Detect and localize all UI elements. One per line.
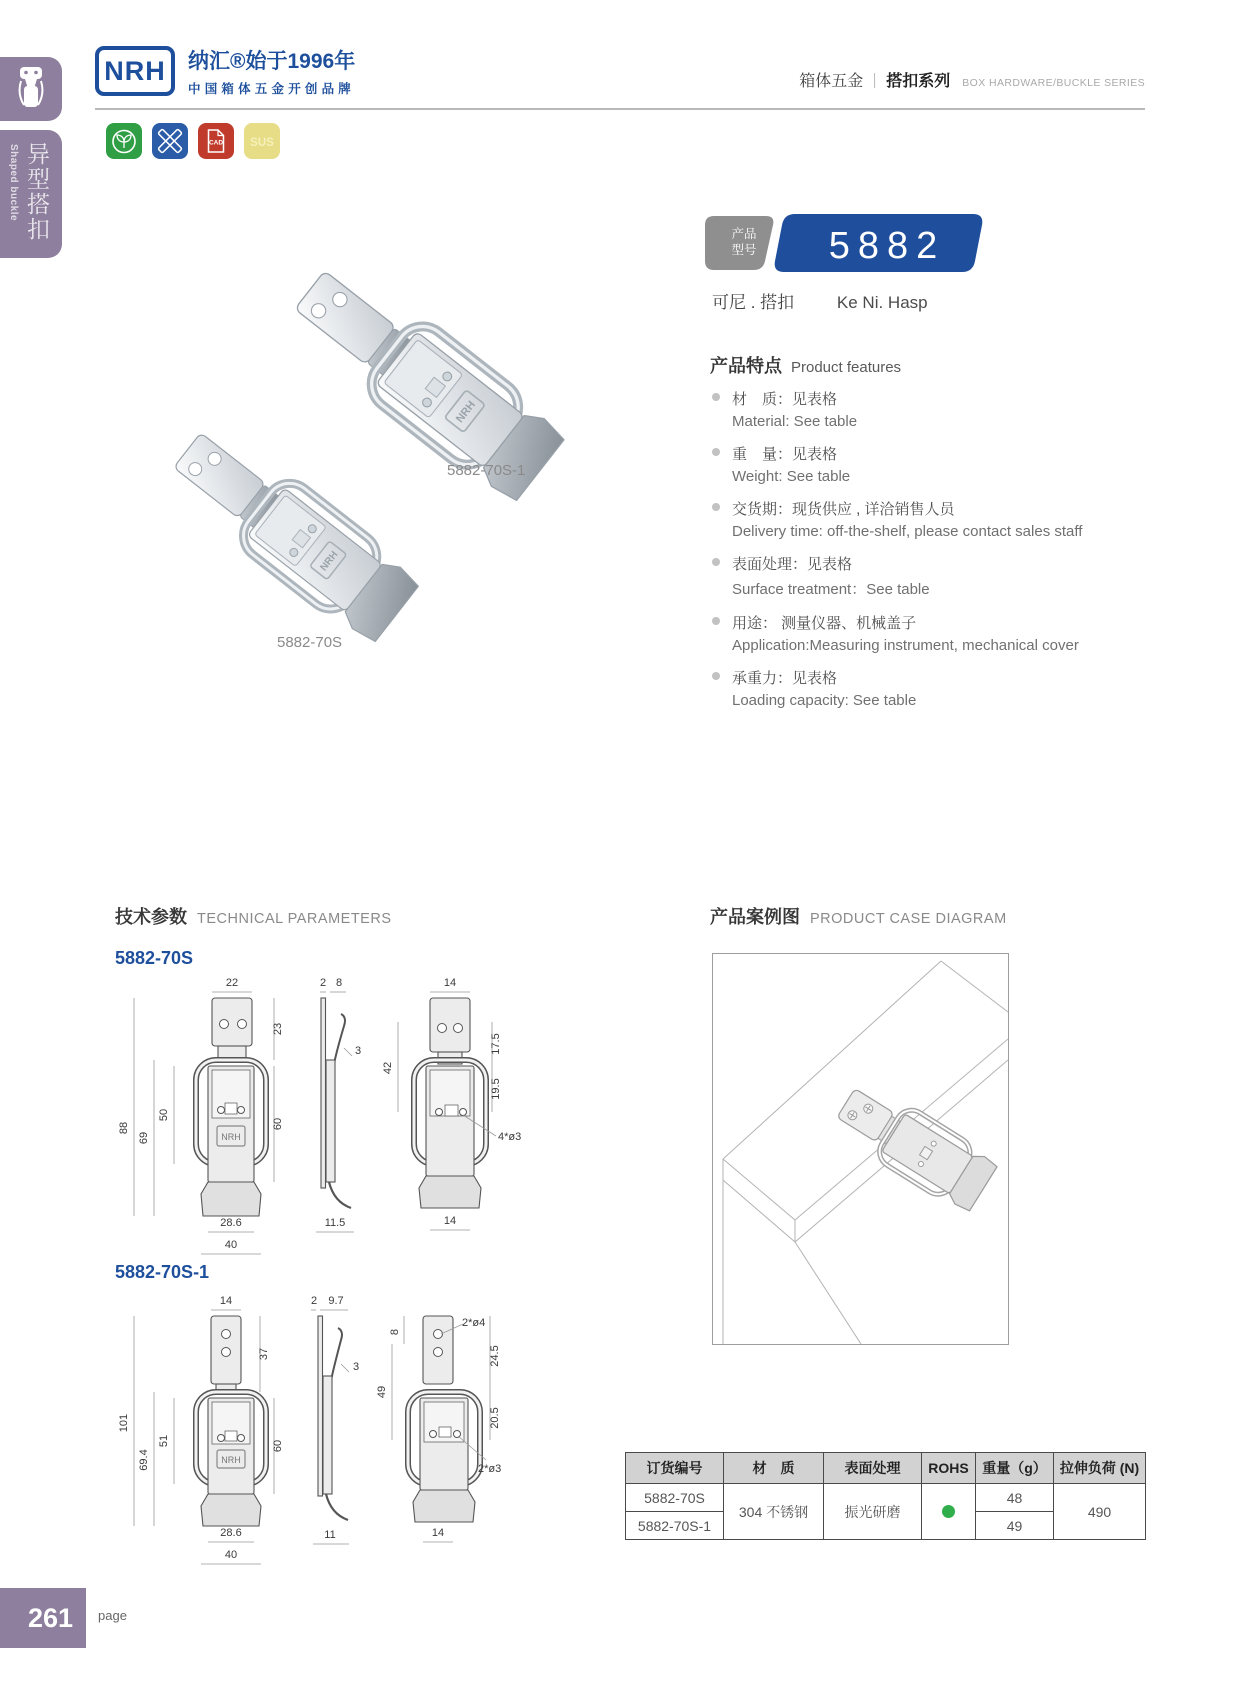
tech-title-en: TECHNICAL PARAMETERS bbox=[197, 911, 392, 927]
sidebar-category-tab[interactable] bbox=[0, 130, 62, 258]
svg-text:40: 40 bbox=[224, 1239, 238, 1251]
technical-drawing-5882-70s-1 bbox=[108, 1288, 538, 1580]
svg-text:CAD: CAD bbox=[208, 139, 224, 147]
design-tools-badge bbox=[152, 123, 188, 159]
svg-text:60: 60 bbox=[272, 1439, 284, 1453]
spec-table bbox=[625, 1452, 1146, 1540]
case-title-cn: 产品案例图 bbox=[710, 907, 800, 927]
photo-label-5882-70s-1: 5882-70S-1 bbox=[447, 462, 526, 479]
col-rohs: ROHS bbox=[922, 1453, 976, 1484]
col-order-no: 订货编号 bbox=[626, 1453, 724, 1484]
svg-text:49: 49 bbox=[376, 1385, 388, 1399]
svg-text:42: 42 bbox=[382, 1061, 394, 1075]
feature-item bbox=[712, 498, 1164, 540]
svg-text:88: 88 bbox=[118, 1121, 130, 1135]
svg-text:40: 40 bbox=[224, 1549, 238, 1561]
certification-badges bbox=[106, 123, 280, 159]
bullet-icon bbox=[712, 393, 720, 401]
order-no-cell: 5882-70S-1 bbox=[626, 1512, 724, 1540]
case-diagram-illustration bbox=[713, 954, 1008, 1344]
brand-logo bbox=[95, 45, 355, 97]
features-title-cn: 产品特点 bbox=[710, 356, 782, 376]
svg-text:19.5: 19.5 bbox=[490, 1078, 502, 1100]
header-divider bbox=[95, 108, 1145, 110]
drawing-model-1: 5882-70S bbox=[115, 948, 194, 968]
case-section-title bbox=[710, 903, 1007, 929]
svg-text:17.5: 17.5 bbox=[490, 1033, 502, 1055]
svg-text:14: 14 bbox=[443, 977, 457, 989]
svg-text:23: 23 bbox=[272, 1022, 284, 1036]
svg-text:24.5: 24.5 bbox=[489, 1345, 501, 1367]
features-title bbox=[710, 352, 901, 378]
product-name-cn: 可尼 . 搭扣 bbox=[712, 293, 795, 312]
sidebar-category-en: Shaped buckle bbox=[8, 144, 19, 222]
series-name-en: BOX HARDWARE/BUCKLE SERIES bbox=[962, 77, 1145, 89]
technical-section-title bbox=[115, 903, 392, 929]
case-title-en: PRODUCT CASE DIAGRAM bbox=[810, 911, 1007, 927]
feature-cn: 材 质：见表格 bbox=[732, 391, 838, 408]
series-name-cn: 搭扣系列 bbox=[886, 73, 951, 90]
feature-en: Delivery time: off-the-shelf, please contact sales staff bbox=[732, 523, 1083, 540]
cad-badge bbox=[198, 123, 234, 159]
svg-text:28.6: 28.6 bbox=[220, 1217, 242, 1229]
col-weight: 重量（g） bbox=[976, 1453, 1054, 1484]
svg-text:NRH: NRH bbox=[221, 1132, 241, 1142]
tensile-cell: 490 bbox=[1054, 1484, 1146, 1540]
model-number-badge bbox=[700, 208, 1000, 283]
bullet-icon bbox=[712, 558, 720, 566]
svg-text:14: 14 bbox=[219, 1295, 233, 1307]
bullet-icon bbox=[712, 672, 720, 680]
svg-text:4*ø3: 4*ø3 bbox=[498, 1131, 522, 1143]
sidebar-category-cn: 异型搭扣 bbox=[24, 142, 50, 242]
drawing-model-2: 5882-70S-1 bbox=[115, 1262, 210, 1282]
sus-label-icon bbox=[244, 123, 280, 159]
features-list bbox=[712, 388, 1164, 722]
series-divider: ｜ bbox=[867, 73, 883, 90]
feature-cn: 承重力：见表格 bbox=[732, 670, 838, 687]
table-row bbox=[626, 1484, 1146, 1512]
svg-text:22: 22 bbox=[225, 977, 239, 989]
col-tensile: 拉伸负荷 (N) bbox=[1054, 1453, 1146, 1484]
photo-label-5882-70s: 5882-70S bbox=[277, 634, 343, 651]
svg-text:SUS: SUS bbox=[250, 137, 274, 149]
brand-subline-cn: 中国箱体五金开创品牌 bbox=[188, 82, 356, 96]
feature-item bbox=[712, 388, 1164, 430]
product-name-en: Ke Ni. Hasp bbox=[836, 293, 928, 312]
features-title-en: Product features bbox=[791, 359, 902, 376]
bullet-icon bbox=[712, 448, 720, 456]
svg-text:14: 14 bbox=[431, 1527, 445, 1539]
svg-text:69.4: 69.4 bbox=[138, 1449, 150, 1471]
svg-text:11: 11 bbox=[324, 1529, 336, 1541]
feature-item bbox=[712, 667, 1164, 709]
feature-item bbox=[712, 443, 1164, 485]
rohs-pass-dot bbox=[942, 1505, 955, 1518]
svg-text:9.7: 9.7 bbox=[328, 1295, 344, 1307]
feature-cn: 重 量：见表格 bbox=[732, 446, 838, 463]
svg-text:28.6: 28.6 bbox=[220, 1527, 242, 1539]
page-word: page bbox=[98, 1608, 127, 1623]
latch-photos-illustration: NRH bbox=[95, 235, 695, 665]
svg-text:产品: 产品 bbox=[731, 227, 757, 241]
col-material: 材 质 bbox=[724, 1453, 824, 1484]
svg-text:60: 60 bbox=[272, 1117, 284, 1131]
tech-title-cn: 技术参数 bbox=[115, 907, 187, 927]
latch-photo-5882-70s bbox=[161, 417, 422, 647]
sidebar-category-icon-box bbox=[0, 57, 62, 121]
series-category-cn: 箱体五金 bbox=[799, 73, 864, 90]
material-cell: 304 不锈钢 bbox=[724, 1484, 824, 1540]
svg-text:51: 51 bbox=[158, 1434, 170, 1448]
rohs-cell bbox=[922, 1484, 976, 1540]
feature-item bbox=[712, 553, 1164, 599]
svg-text:37: 37 bbox=[258, 1347, 270, 1361]
bullet-icon bbox=[712, 617, 720, 625]
sus-badge bbox=[244, 123, 280, 159]
plant-icon bbox=[106, 123, 142, 159]
spec-table-header-row bbox=[626, 1453, 1146, 1484]
feature-en: Application:Measuring instrument, mechanical cover bbox=[732, 637, 1079, 654]
brand-slogan-cn: 纳汇®始于1996年 bbox=[188, 50, 356, 73]
feature-cn: 表面处理：见表格 bbox=[732, 556, 853, 573]
brand-text bbox=[188, 45, 355, 97]
svg-text:2: 2 bbox=[319, 977, 327, 989]
svg-text:101: 101 bbox=[118, 1413, 130, 1433]
svg-text:NRH: NRH bbox=[221, 1455, 241, 1465]
svg-text:69: 69 bbox=[138, 1131, 150, 1145]
model-badge-shape bbox=[700, 208, 1000, 278]
eco-badge bbox=[106, 123, 142, 159]
order-no-cell: 5882-70S bbox=[626, 1484, 724, 1512]
case-latch bbox=[829, 1077, 999, 1215]
product-name bbox=[712, 288, 928, 313]
feature-en: Surface treatment：See table bbox=[732, 581, 930, 598]
pencil-ruler-icon bbox=[152, 123, 188, 159]
feature-en: Material: See table bbox=[732, 413, 858, 430]
feature-item bbox=[712, 612, 1164, 654]
svg-text:50: 50 bbox=[158, 1108, 170, 1122]
svg-text:2*ø3: 2*ø3 bbox=[478, 1463, 502, 1475]
buckle-icon bbox=[16, 66, 46, 112]
series-header bbox=[799, 68, 1145, 91]
svg-text:5882: 5882 bbox=[828, 225, 946, 267]
nrh-logo-mark: NRH bbox=[95, 46, 175, 96]
cad-file-icon bbox=[198, 123, 234, 159]
latch-photo-5882-70s-1 bbox=[281, 254, 568, 507]
feature-cn: 用途： 测量仪器、机械盖子 bbox=[732, 615, 917, 632]
svg-text:20.5: 20.5 bbox=[489, 1407, 501, 1429]
svg-text:14: 14 bbox=[443, 1215, 457, 1227]
weight-cell: 49 bbox=[976, 1512, 1054, 1540]
svg-text:3: 3 bbox=[353, 1361, 360, 1373]
svg-text:2: 2 bbox=[310, 1295, 318, 1307]
product-photos bbox=[95, 235, 695, 665]
svg-text:8: 8 bbox=[389, 1328, 401, 1336]
page-number-box: 261 bbox=[0, 1588, 86, 1648]
feature-cn: 交货期：现货供应 , 详洽销售人员 bbox=[732, 501, 955, 518]
feature-en: Loading capacity: See table bbox=[732, 692, 917, 709]
weight-cell: 48 bbox=[976, 1484, 1054, 1512]
feature-en: Weight: See table bbox=[732, 468, 851, 485]
svg-text:8: 8 bbox=[335, 977, 343, 989]
technical-drawing-5882-70s bbox=[108, 968, 538, 1260]
case-diagram-box bbox=[712, 953, 1009, 1345]
surface-cell: 振光研磨 bbox=[824, 1484, 922, 1540]
col-surface: 表面处理 bbox=[824, 1453, 922, 1484]
bullet-icon bbox=[712, 503, 720, 511]
svg-text:型号: 型号 bbox=[731, 243, 757, 257]
svg-text:2*ø4: 2*ø4 bbox=[462, 1317, 486, 1329]
svg-text:3: 3 bbox=[355, 1045, 362, 1057]
svg-text:11.5: 11.5 bbox=[324, 1217, 346, 1229]
